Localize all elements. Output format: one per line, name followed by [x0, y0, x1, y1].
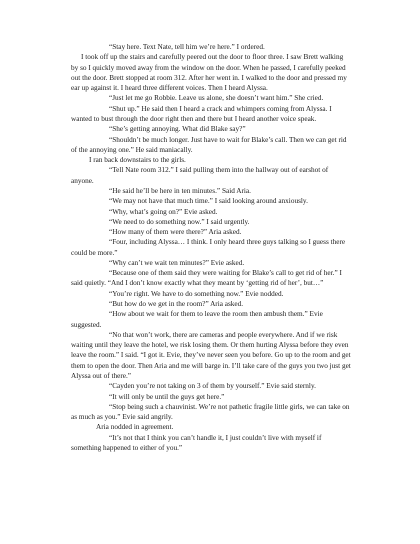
paragraph: “But how do we get in the room?” Aria asked.	[109, 300, 244, 309]
paragraph: “He said he’ll be here in ten minutes.” Said Aria.	[109, 186, 251, 195]
paragraph: “Stop being such a chauvinist. We’re not pathetic fragile little girls, we can take on as much as you.” Evie said angrily.	[71, 402, 350, 422]
paragraph: “Cayden you’re not taking on 3 of them by yourself.” Evie said sternly.	[109, 382, 316, 391]
paragraph: “Shut up.” He said then I heard a crack and whimpers coming from Alyssa. I wanted to bust through the door right then and there but I heard another voice speak.	[71, 104, 332, 123]
paragraph: “Just let me go Robbie. Leave us alone, she doesn’t want him.” She cried.	[109, 94, 324, 103]
paragraph: “Stay here. Text Nate, tell him we’re here.” I ordered.	[109, 43, 265, 51]
paragraph: “Why can’t we wait ten minutes?” Evie asked.	[109, 258, 245, 267]
paragraph: “How many of them were there?” Aria asked.	[109, 228, 242, 237]
paragraph: Aria nodded in agreement.	[96, 423, 174, 432]
paragraph: “Four, including Alyssa… I think. I only heard three guys talking so I guess there could be more.”	[71, 238, 346, 257]
paragraph: “Because one of them said they were waiting for Blake’s call to get rid of her.” I said quietly. “And I don’t know exactly what they meant by ‘getting rid of her’, but…”	[71, 269, 342, 288]
paragraph: “It’s not that I think you can’t handle it, I just couldn’t live with myself if something happened to either of you.”	[71, 433, 322, 452]
paragraph: “No that won’t work, there are cameras and people everywhere. And if we risk waiting until they leave the hotel, we risk losing them. Or them hurting Alyssa before they even leave the room.” I said. “I got it. Evie, they’ve never seen you before. Go up to the room and get them to open the door. Then Aria and me will barge in. I’ll take care of the guys you two just get Alyssa out of there.”	[71, 330, 351, 380]
paragraph: “Tell Nate room 312.” I said pulling them into the hallway out of earshot of anyone.	[71, 166, 329, 185]
paragraph: “We need to do something now.” I said urgently.	[109, 217, 250, 226]
paragraph: “Shouldn’t be much longer. Just have to wait for Blake’s call. Then we can get rid of the annoying one.” He said maniacally.	[71, 135, 347, 154]
document-body	[71, 42, 352, 453]
paragraph: “Why, what’s going on?” Evie asked.	[109, 207, 218, 216]
paragraph: “You’re right. We have to do something now.” Evie nodded.	[109, 289, 284, 298]
paragraph: I ran back downstairs to the girls.	[89, 156, 186, 165]
paragraph: “We may not have that much time.” I said looking around anxiously.	[109, 197, 308, 206]
paragraph: I took off up the stairs and carefully peered out the door to floor three. I saw Brett walking by so I quickly moved away from the window on the door. When he passed, I carefully peeked out the door. Brett stopped at room 312. After her went in. I walked to the door and pressed my ear up against it. I heard three different voices. Then I heard Alyssa.	[71, 53, 347, 93]
paragraph: “How about we wait for them to leave the room then ambush them.” Evie suggested.	[71, 310, 323, 329]
paragraph: “It will only be until the guys get here.”	[109, 392, 225, 401]
paragraph: “She’s getting annoying. What did Blake say?”	[109, 125, 246, 134]
